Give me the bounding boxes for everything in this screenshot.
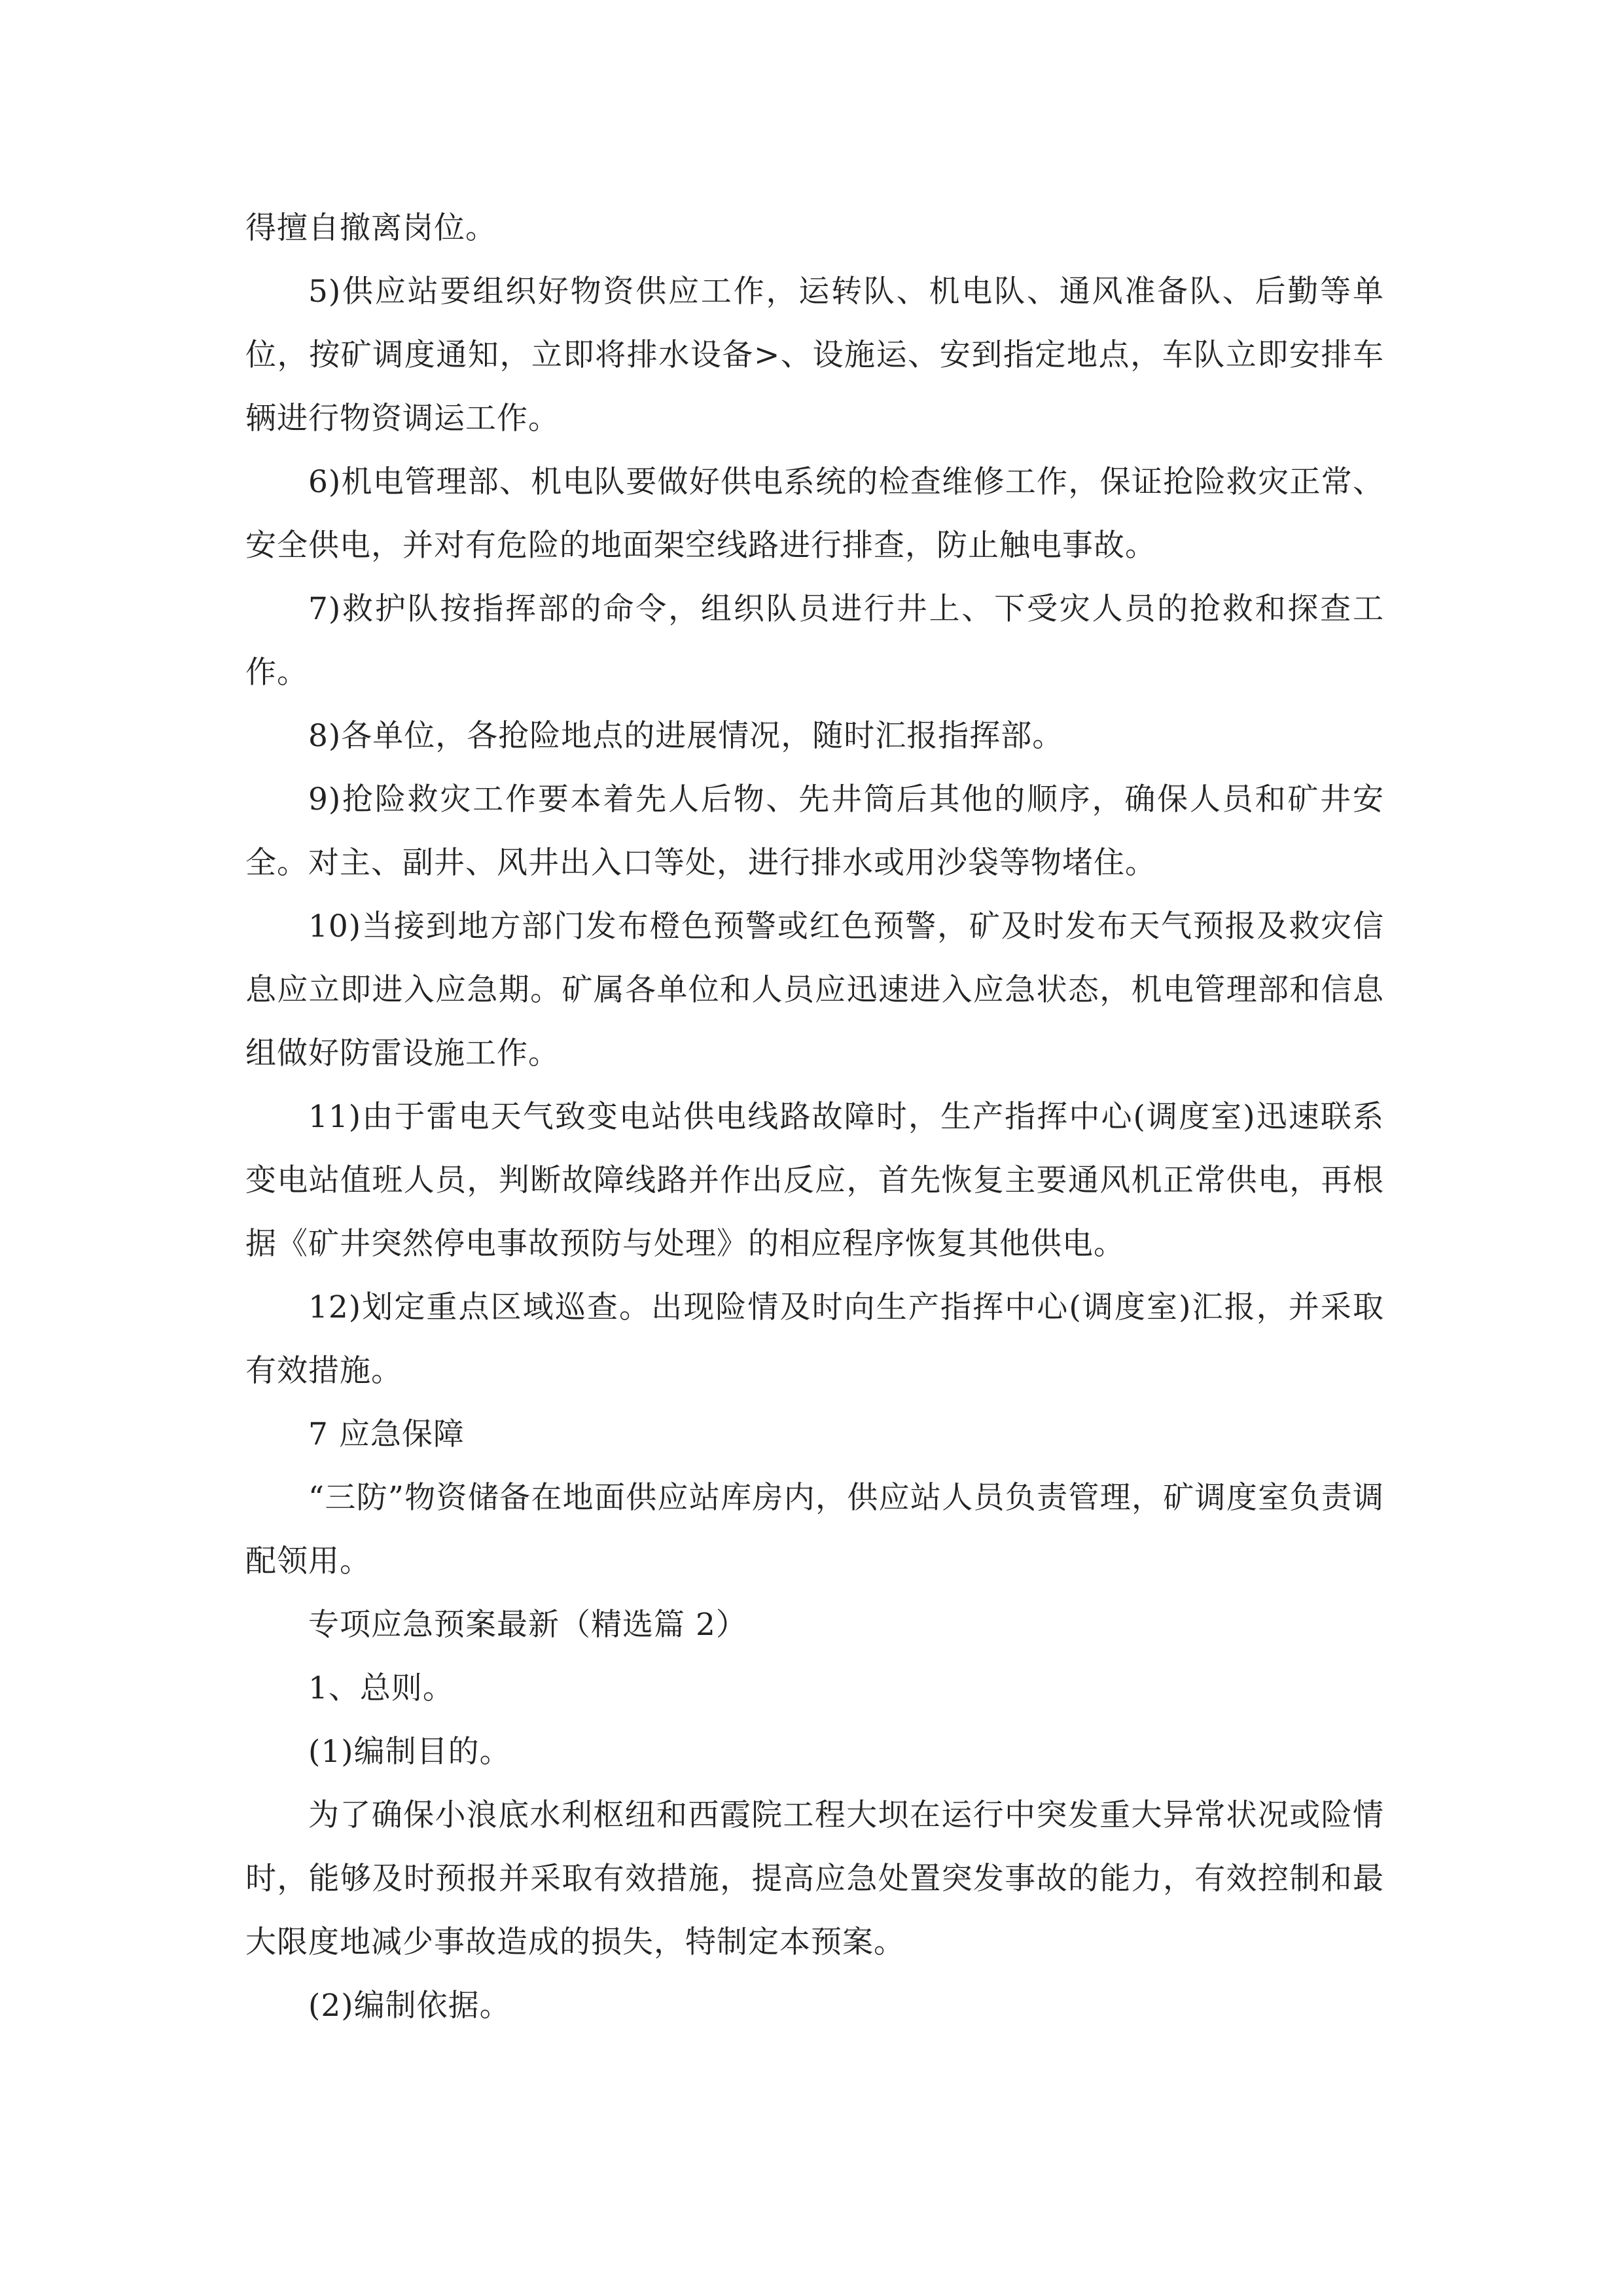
paragraph-item-7: 7)救护队按指挥部的命令，组织队员进行井上、下受灾人员的抢救和探查工作。 <box>245 591 1384 691</box>
paragraph-item-11: 11)由于雷电天气致变电站供电线路故障时，生产指挥中心(调度室)迅速联系变电站值班人员，判断故障线路并作出反应，首先恢复主要通风机正常供电，再根据《矿井突然停电事故预防与处理》的相应程序恢复其他供电。 <box>245 1099 1384 1262</box>
paragraph-item-9: 9)抢险救灾工作要本着先人后物、先井筒后其他的顺序，确保人员和矿井安全。对主、副井、风井出入口等处，进行排水或用沙袋等物堵住。 <box>245 781 1384 881</box>
paragraph-item-12: 12)划定重点区域巡查。出现险情及时向生产指挥中心(调度室)汇报，并采取有效措施。 <box>245 1289 1384 1389</box>
paragraph-item-10: 10)当接到地方部门发布橙色预警或红色预警，矿及时发布天气预报及救灾信息应立即进入应急期。矿属各单位和人员应迅速进入应急状态，机电管理部和信息组做好防雷设施工作。 <box>245 908 1384 1071</box>
paragraph-purpose: 为了确保小浪底水利枢纽和西霞院工程大坝在运行中突发重大异常状况或险情时，能够及时预报并采取有效措施，提高应急处置突发事故的能力，有效控制和最大限度地减少事故造成的损失，特制定本预案。 <box>245 1797 1384 1960</box>
document-page <box>245 196 1384 2037</box>
subheading-purpose: (1)编制目的。 <box>308 1734 511 1770</box>
paragraph-item-5: 5)供应站要组织好物资供应工作，运转队、机电队、通风准备队、后勤等单位，按矿调度通知，立即将排水设备>、设施运、安到指定地点，车队立即安排车辆进行物资调运工作。 <box>245 274 1384 437</box>
subheading-basis: (2)编制依据。 <box>308 1988 511 2024</box>
section-heading-emergency-support: 7 应急保障 <box>308 1416 465 1452</box>
paragraph-continuation: 得擅自撤离岗位。 <box>245 210 497 246</box>
section-heading-general: 1、总则。 <box>308 1670 454 1706</box>
section-heading-plan-2: 专项应急预案最新（精选篇 2） <box>308 1607 747 1643</box>
paragraph-supplies: “三防”物资储备在地面供应站库房内，供应站人员负责管理，矿调度室负责调配领用。 <box>245 1480 1384 1579</box>
paragraph-item-8: 8)各单位，各抢险地点的进展情况，随时汇报指挥部。 <box>308 718 1064 754</box>
paragraph-item-6: 6)机电管理部、机电队要做好供电系统的检查维修工作，保证抢险救灾正常、安全供电，并对有危险的地面架空线路进行排查，防止触电事故。 <box>245 464 1384 564</box>
